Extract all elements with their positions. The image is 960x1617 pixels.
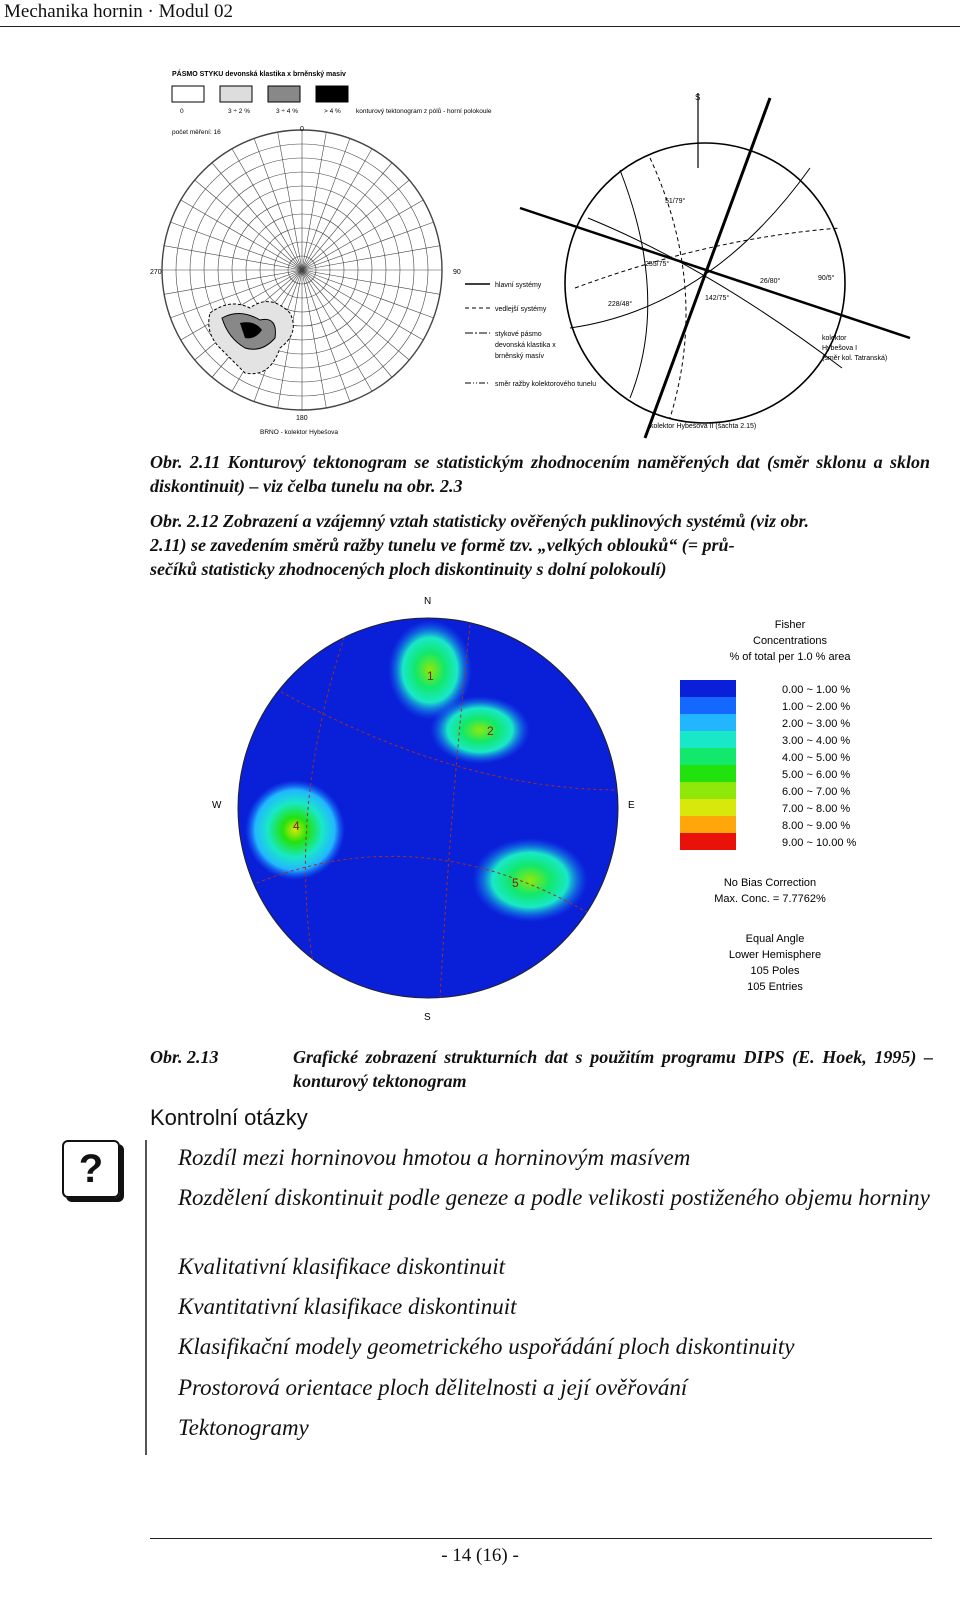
caption-2-11: Obr. 2.11 Konturový tektonogram se statistickým zhodnocením naměřených dat (směr sklonu a sklon diskontinuit) – viz čelba tunelu na obr. 2.3 <box>150 452 930 496</box>
questions-rule <box>145 1140 147 1455</box>
header-title: Mechanika hornin · Modul 02 <box>4 1 234 22</box>
legend-swatch <box>680 799 736 816</box>
f2-projection-3: 105 Poles <box>750 965 800 977</box>
legend-box-label: 3 ÷ 2 % <box>228 108 250 115</box>
f1-north-arrow: S <box>695 93 701 102</box>
legend-bin-label: 3.00 ~ 4.00 % <box>782 735 851 747</box>
dip-label-6: 142/75° <box>705 295 730 302</box>
f1-legend-title: PÁSMO STYKU devonská klastika x brněnský masiv <box>172 71 346 78</box>
caption-2-12-line1: Obr. 2.12 Zobrazení a vzájemný vztah statisticky ověřených puklinových systémů (viz obr. <box>150 511 809 531</box>
f1-legend-note: konturový tektonogram z pólů - horní polokoule <box>356 108 492 115</box>
figure-2-13-dips <box>200 590 920 1040</box>
f2-east: E <box>628 800 635 811</box>
legend-bin-label: 8.00 ~ 9.00 % <box>782 820 851 832</box>
cluster-label-5: 5 <box>512 876 519 890</box>
legend-swatch <box>680 680 736 697</box>
page-number: - 14 (16) - <box>441 1545 519 1566</box>
question-mark-icon: ? <box>62 1140 120 1198</box>
dip-label-4: 90/5° <box>818 275 835 282</box>
question-item: Tektonogramy <box>178 1415 309 1440</box>
f1-line-legend-1: hlavní systémy <box>495 282 542 289</box>
contour-stereonet <box>162 130 442 410</box>
legend-bin-label: 9.00 ~ 10.00 % <box>782 837 857 849</box>
collector-right-2: Hybešova I <box>822 345 858 352</box>
questions-heading: Kontrolní otázky <box>150 1105 308 1130</box>
f1-line-legend-3: stykové pásmo <box>495 331 542 338</box>
legend-swatch <box>680 748 736 765</box>
question-item: Klasifikační modely geometrického uspořádání ploch diskontinuity <box>178 1334 795 1359</box>
legend-box-1 <box>220 86 252 102</box>
legend-box-3 <box>316 86 348 102</box>
f2-legend-title-3: % of total per 1.0 % area <box>729 651 851 663</box>
legend-bin-label: 7.00 ~ 8.00 % <box>782 803 851 815</box>
collector-right-1: kolektor <box>822 335 847 342</box>
cluster-label-2: 2 <box>487 724 494 738</box>
caption-2-13-number: Obr. 2.13 <box>150 1047 219 1067</box>
legend-bin-label: 5.00 ~ 6.00 % <box>782 769 851 781</box>
question-item: Rozdíl mezi horninovou hmotou a horninovým masívem <box>178 1145 691 1170</box>
legend-box-label: > 4 % <box>324 108 341 115</box>
f1-line-legend-4: devonská klastika x <box>495 342 556 349</box>
f2-projection-4: 105 Entries <box>747 981 803 993</box>
f1-east: 90 <box>453 269 461 276</box>
legend-swatch <box>680 731 736 748</box>
legend-swatch <box>680 833 736 850</box>
question-item: Rozdělení diskontinuit podle geneze a podle velikosti postiženého objemu horniny <box>178 1185 930 1210</box>
dip-label-5: 228/48° <box>608 301 633 308</box>
f2-legend-title-2: Concentrations <box>753 635 827 647</box>
dip-label-3: 26/80° <box>760 278 781 285</box>
question-item: Kvantitativní klasifikace diskontinuit <box>178 1294 517 1319</box>
f2-projection-2: Lower Hemisphere <box>728 949 822 961</box>
collector-right-3: (směr kol. Tatranská) <box>822 355 888 362</box>
collector-bottom: kolektor Hybešova II (šachta 2.15) <box>650 423 757 430</box>
f2-south: S <box>424 1012 431 1023</box>
figure-2-11-2-12 <box>150 58 940 458</box>
f1-count: počet měření: 16 <box>172 129 221 136</box>
caption-2-13-text: Grafické zobrazení strukturních dat s použitím programu DIPS (E. Hoek, 1995) – konturový tektonogram <box>293 1047 933 1091</box>
legend-swatch <box>680 782 736 799</box>
f1-line-legend-6: směr ražby kolektorového tunelu <box>495 381 597 388</box>
great-circle-net <box>565 143 845 423</box>
legend-box-label: 0 <box>180 108 184 115</box>
f2-stats-2: Max. Conc. = 7.7762% <box>714 893 826 905</box>
legend-swatch <box>680 816 736 833</box>
cluster-2 <box>430 696 530 764</box>
question-item: Prostorová orientace ploch dělitelnosti a její ověřování <box>178 1375 688 1400</box>
legend-bin-label: 1.00 ~ 2.00 % <box>782 701 851 713</box>
caption-2-12-line2: 2.11) se zavedením směrů ražby tunelu ve formě tzv. „velkých oblouků“ (= prů- <box>150 535 735 555</box>
f1-north: 0 <box>300 126 304 133</box>
f2-legend-title-1: Fisher <box>774 619 806 631</box>
dip-label-2: 255/75° <box>645 261 670 268</box>
f2-west: W <box>212 800 222 811</box>
caption-2-12-line3: sečíků statisticky zhodnocených ploch diskontinuity s dolní polokoulí) <box>150 559 667 579</box>
cluster-label-4: 4 <box>293 819 300 833</box>
question-item: Kvalitativní klasifikace diskontinuit <box>178 1254 506 1279</box>
concentration-legend <box>680 680 857 850</box>
legend-box-0 <box>172 86 204 102</box>
legend-bin-label: 4.00 ~ 5.00 % <box>782 752 851 764</box>
f2-north: N <box>424 596 432 607</box>
f1-line-legend-2: vedlejší systémy <box>495 306 547 313</box>
legend-bin-label: 2.00 ~ 3.00 % <box>782 718 851 730</box>
legend-box-label: 3 ÷ 4 % <box>276 108 298 115</box>
page-header <box>0 0 960 27</box>
legend-swatch <box>680 697 736 714</box>
legend-box-2 <box>268 86 300 102</box>
legend-bin-label: 6.00 ~ 7.00 % <box>782 786 851 798</box>
cluster-5 <box>472 838 588 922</box>
f1-bottom-label: BRNO - kolektor Hybešova <box>260 429 339 436</box>
cluster-label-1: 1 <box>427 669 434 683</box>
f2-stats-1: No Bias Correction <box>723 877 817 889</box>
f1-line-legend-5: brněnský masív <box>495 353 545 360</box>
f1-south: 180 <box>296 415 308 422</box>
legend-bin-label: 0.00 ~ 1.00 % <box>782 684 851 696</box>
dip-label-1: 51/79° <box>665 198 686 205</box>
footer-rule <box>150 1538 932 1539</box>
legend-swatch <box>680 714 736 731</box>
legend-swatch <box>680 765 736 782</box>
f2-projection-1: Equal Angle <box>745 933 805 945</box>
f1-west: 270 <box>150 269 162 276</box>
